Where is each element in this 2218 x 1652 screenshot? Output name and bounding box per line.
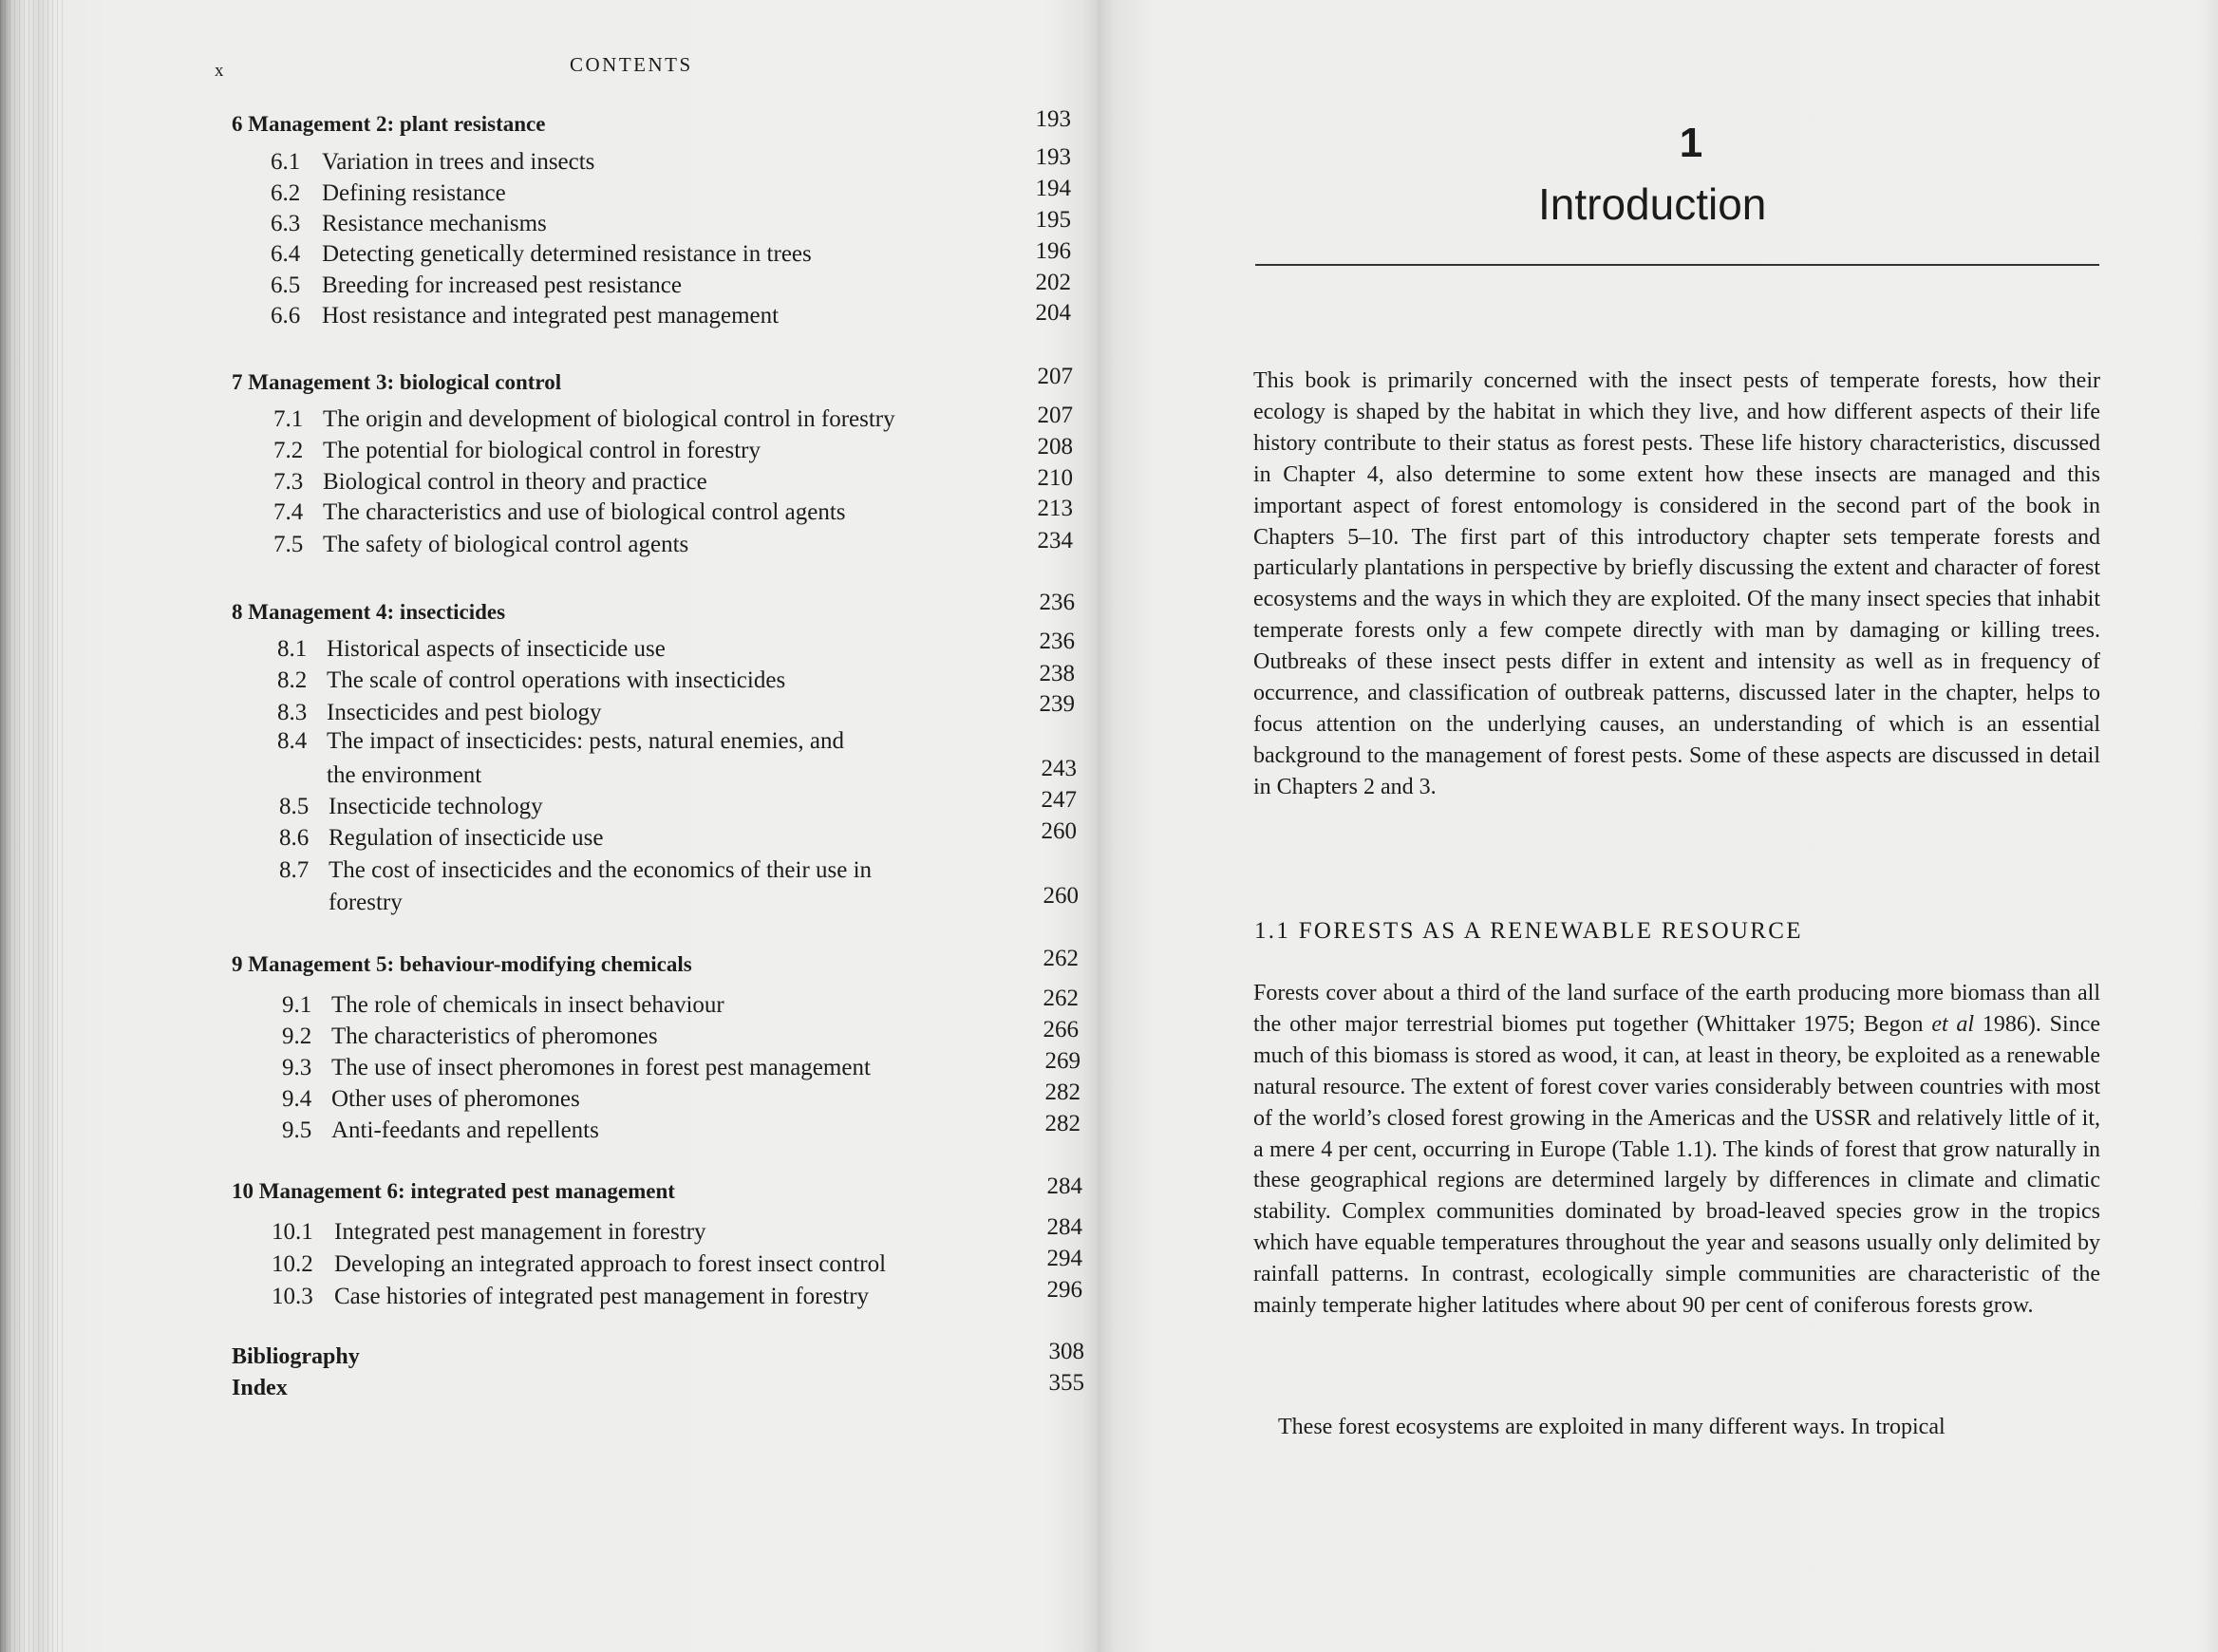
toc-chapter-8: 8 Management 4: insecticides [232, 600, 506, 624]
toc-section-number: 9.3 [282, 1055, 312, 1080]
toc-chapter-7: 7 Management 3: biological control [232, 370, 562, 394]
toc-section-number: 6.5 [271, 272, 301, 298]
toc-section-number: 7.3 [273, 469, 304, 495]
toc-page-number: 195 [1035, 207, 1071, 233]
section-paragraph-1 [1253, 978, 2100, 1322]
toc-section-title: Resistance mechanisms [322, 211, 547, 236]
toc-section-number: 8.4 [277, 728, 308, 754]
toc-page-number: 202 [1035, 270, 1071, 295]
toc-section [282, 992, 724, 1019]
toc-page-number: 294 [1046, 1246, 1082, 1271]
toc-section-title: Breeding for increased pest resistance [322, 272, 683, 298]
toc-section-title: The origin and development of biological control in forestry [323, 406, 895, 432]
toc-section-number: 9.4 [282, 1086, 312, 1112]
toc-page-number: 282 [1044, 1111, 1081, 1136]
toc-section-number: 8.2 [277, 667, 308, 693]
toc-page-number: 236 [1039, 629, 1075, 654]
toc-section-number: 6.2 [271, 180, 301, 206]
chapter-number: 1 [1679, 120, 1703, 166]
toc-section-title: The impact of insecticides: pests, natural enemies, and [327, 728, 844, 754]
toc-section-continued: forestry [329, 890, 403, 915]
toc-page-number: 282 [1044, 1079, 1081, 1105]
toc-page-number: 239 [1039, 691, 1075, 717]
toc-section [271, 241, 812, 268]
toc-page-number: 284 [1046, 1173, 1082, 1199]
toc-section-number: 6.1 [271, 149, 301, 175]
toc-page-number: 284 [1046, 1214, 1082, 1240]
toc-section-title: Integrated pest management in forestry [334, 1219, 706, 1245]
toc-section-continued: the environment [327, 762, 482, 788]
toc-section-title: The safety of biological control agents [323, 532, 689, 557]
toc-chapter-6: 6 Management 2: plant resistance [232, 112, 546, 136]
toc-section-number: 9.5 [282, 1117, 312, 1143]
toc-page-number: 262 [1043, 986, 1079, 1011]
toc-section-title: The potential for biological control in forestry [323, 438, 761, 463]
toc-section [282, 1023, 658, 1050]
toc-section-title: The role of chemicals in insect behaviour [331, 992, 724, 1018]
toc-section-title: Regulation of insecticide use [329, 825, 604, 851]
toc-section-number: 8.3 [277, 700, 308, 725]
toc-section [273, 532, 688, 558]
section-heading: 1.1 FORESTS AS A RENEWABLE RESOURCE [1254, 918, 1803, 944]
toc-section-title: Case histories of integrated pest management in forestry [334, 1284, 870, 1309]
toc-page-number: 296 [1046, 1277, 1082, 1303]
toc-section-title: The cost of insecticides and the economics of their use in [329, 857, 873, 883]
toc-section-title: The use of insect pheromones in forest pest management [331, 1055, 871, 1080]
toc-section [279, 857, 872, 884]
toc-section-number: 7.1 [273, 406, 304, 432]
toc-section-number: 7.5 [273, 532, 304, 557]
toc-page-number: 204 [1035, 300, 1071, 326]
toc-section-number: 8.6 [279, 825, 310, 851]
toc-section [271, 149, 594, 176]
toc-page-number: 236 [1039, 590, 1075, 615]
toc-page-number: 262 [1043, 946, 1079, 971]
toc-page-number: 260 [1043, 883, 1079, 909]
right-page [1098, 0, 2218, 1652]
toc-section [282, 1055, 871, 1081]
toc-section-title: Other uses of pheromones [331, 1086, 580, 1112]
toc-page-number: 207 [1037, 364, 1073, 389]
toc-section-number: 7.2 [273, 438, 304, 463]
toc-section-number: 8.7 [279, 857, 310, 883]
toc-section [277, 700, 602, 726]
toc-section-title: Developing an integrated approach to forest insect control [334, 1251, 887, 1277]
toc-page-number: 193 [1035, 144, 1071, 170]
toc-page-number: 213 [1037, 496, 1073, 521]
toc-page-number: 234 [1037, 528, 1073, 554]
toc-page-number: 210 [1037, 465, 1073, 491]
toc-section [273, 438, 761, 464]
folio: x [215, 61, 224, 81]
toc-section-title: Host resistance and integrated pest management [322, 303, 780, 329]
chapter-title: Introduction [1538, 179, 1767, 229]
toc-section-number: 7.4 [273, 499, 304, 525]
toc-page-number: 266 [1043, 1017, 1079, 1042]
toc-section-title: The characteristics and use of biological control agents [323, 499, 846, 525]
toc-page-number: 355 [1048, 1370, 1084, 1396]
toc-section-number: 10.3 [272, 1284, 313, 1309]
running-head: CONTENTS [570, 53, 693, 76]
toc-section-title: Historical aspects of insecticide use [327, 636, 666, 662]
text-run: 1986). Since much of this biomass is stored as wood, it can, at least in theory, be exploited as a renewable natural resource. The extent of forest cover varies considerably between countries with most of the world’s closed forest growing in the Americas and the USSR and relatively little of it, a mere 4 per cent, occurring in Europe (Table 1.1). The kinds of forest that grow naturally in these geographical regions are determined largely by differences in climate and climatic stability. Complex communities dominated by broad-leaved species grow in the tropics which have equable temperatures throughout the year and seasons usually only delimited by rainfall patterns. In contrast, ecologically simple communities are characteristic of the mainly temperate higher latitudes where about 90 per cent of coniferous forests grow. [1253, 1011, 2100, 1319]
toc-page-number: 208 [1037, 434, 1073, 460]
toc-section [272, 1284, 869, 1310]
toc-section [282, 1117, 599, 1144]
intro-paragraph: This book is primarily concerned with the insect pests of temperate forests, how their ecology is shaped by the habitat in which they live, and how different aspects of their life history contribute to their status as forest pests. These life history characteristics, discussed in Chapter 4, also determine to some extent how these insects are managed and this important aspect of forest entomology is considered in the second part of the book in Chapters 5–10. The first part of this introductory chapter sets temperate forests and particularly plantations in perspective by briefly discussing the extent and character of forest ecosystems and the ways in which they are exploited. Of the many insect species that inhabit temperate forests only a few compete directly with man by damaging or killing trees. Outbreaks of these insect pests differ in extent and intensity as well as in frequency of occurrence, and classification of outbreak patterns, discussed later in the chapter, helps to focus attention on the underlying causes, an understanding of which is an essential background to the management of forest pests. Some of these aspects are discussed in detail in Chapters 2 and 3. [1253, 368, 2100, 799]
toc-section-number: 6.4 [271, 241, 301, 267]
toc-page-number: 196 [1035, 238, 1071, 264]
toc-section-number: 6.6 [271, 303, 301, 329]
toc-page-number: 238 [1039, 661, 1075, 686]
page-edge-shadow [0, 0, 66, 1652]
toc-page-number: 308 [1048, 1339, 1084, 1364]
toc-section [277, 636, 666, 663]
toc-section [279, 794, 543, 820]
toc-section [271, 180, 506, 207]
toc-section-number: 8.1 [277, 636, 308, 662]
toc-chapter-10: 10 Management 6: integrated pest management [232, 1179, 675, 1203]
toc-section-title: Anti-feedants and repellents [331, 1117, 599, 1143]
toc-section-number: 9.2 [282, 1023, 312, 1049]
section-paragraph-2: These forest ecosystems are exploited in many different ways. In tropical [1278, 1415, 1945, 1439]
toc-bibliography: Bibliography [232, 1344, 360, 1369]
text-run: Forests cover about a third of the land surface of the earth producing more biomass than all the other major terrestrial biomes put together (Whittaker 1975; Begon [1253, 981, 2100, 1037]
chapter-rule [1255, 264, 2099, 266]
toc-section-title: Insecticide technology [329, 794, 543, 819]
toc-section-title: Variation in trees and insects [322, 149, 595, 175]
toc-section-number: 8.5 [279, 794, 310, 819]
toc-section [277, 728, 844, 755]
toc-section [273, 469, 707, 496]
toc-section-title: The scale of control operations with insecticides [327, 667, 786, 693]
toc-section-title: Defining resistance [322, 180, 506, 206]
toc-page-number: 193 [1035, 106, 1071, 132]
toc-section-number: 6.3 [271, 211, 301, 236]
toc-section [271, 211, 547, 237]
toc-section [273, 499, 846, 526]
toc-page-number: 247 [1041, 787, 1077, 813]
toc-page-number: 269 [1044, 1048, 1081, 1074]
toc-section-title: Biological control in theory and practice [323, 469, 707, 495]
toc-section-title: Insecticides and pest biology [327, 700, 602, 725]
toc-section [272, 1251, 886, 1278]
toc-section [282, 1086, 580, 1113]
toc-section-number: 10.1 [272, 1219, 313, 1245]
toc-page-number: 243 [1041, 756, 1077, 781]
toc-section [272, 1219, 706, 1246]
toc-section-number: 10.2 [272, 1251, 313, 1277]
toc-section-title: The characteristics of pheromones [331, 1023, 658, 1049]
toc-section [273, 406, 895, 433]
toc-section [271, 272, 682, 299]
toc-page-number: 194 [1035, 176, 1071, 201]
toc-section [277, 667, 785, 694]
toc-page-number: 260 [1041, 818, 1077, 844]
toc-index: Index [232, 1376, 288, 1400]
toc-chapter-9: 9 Management 5: behaviour-modifying chemicals [232, 952, 692, 976]
toc-page-number: 207 [1037, 403, 1073, 428]
toc-section [271, 303, 779, 329]
toc-section-title: Detecting genetically determined resistance in trees [322, 241, 812, 267]
toc-section-number: 9.1 [282, 992, 312, 1018]
toc-section [279, 825, 604, 852]
citation-italic: et al [1931, 1011, 1975, 1037]
